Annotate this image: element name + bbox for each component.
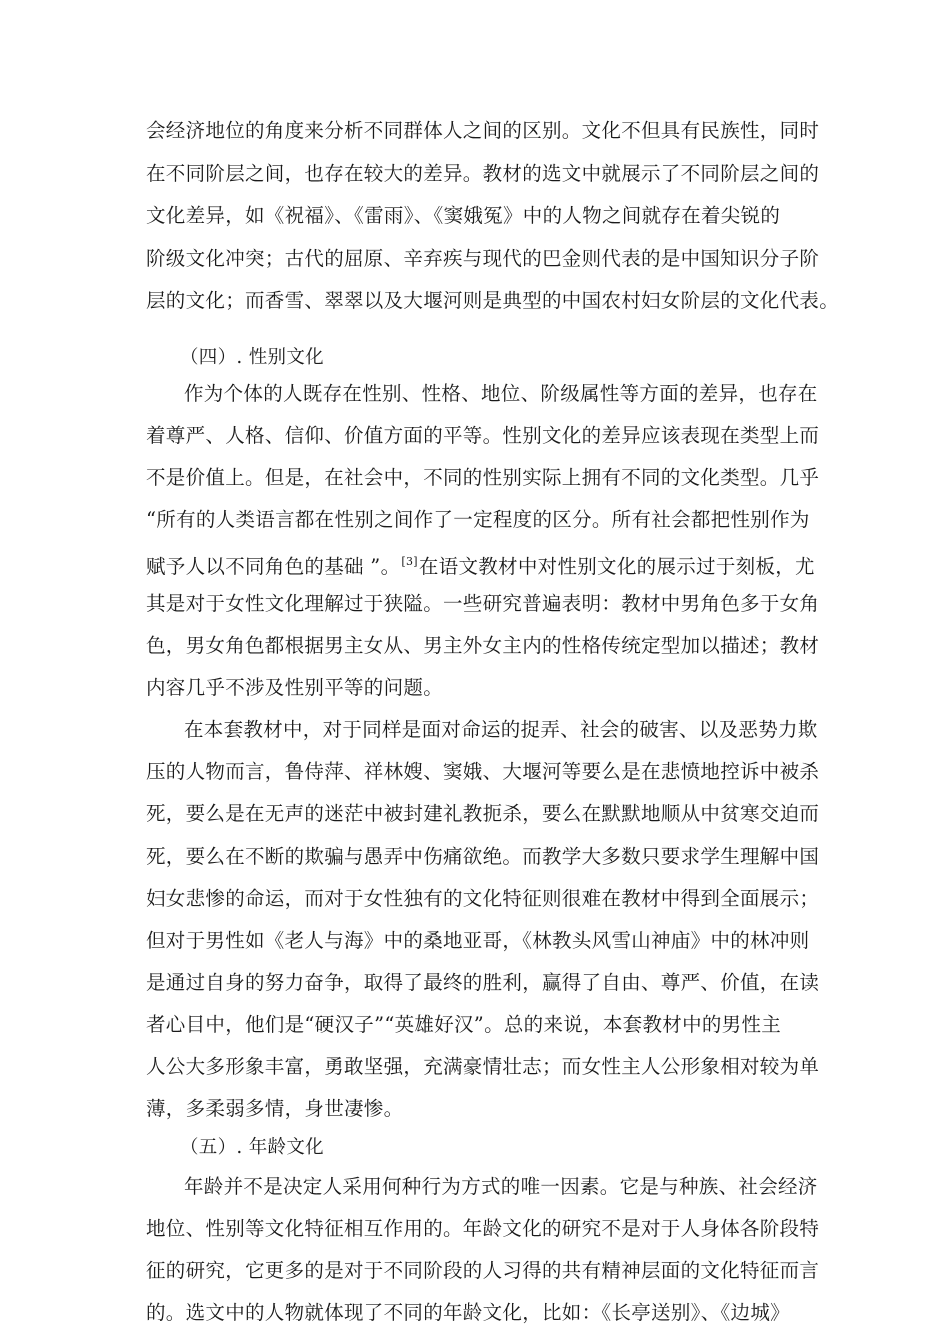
paragraph-line: 压的人物而言，鲁侍萍、祥林嫂、窦娥、大堰河等要么是在悲愤地控诉中被杀 [146, 760, 820, 783]
quote-end-text: 赋予人以不同角色的基础 ”。 [146, 555, 401, 578]
paragraph-line: 着尊严、人格、信仰、价值方面的平等。性别文化的差异应该表现在类型上而 [146, 424, 820, 447]
paragraph-text: 在语文教材中对性别文化的展示过于刻板，尤 [418, 555, 815, 578]
paragraph-line: 人公大多形象丰富，勇敢坚强，充满豪情壮志；而女性主人公形象相对较为单 [146, 1055, 820, 1078]
paragraph-line: 征的研究，它更多的是对于不同阶段的人习得的共有精神层面的文化特征而言 [146, 1259, 820, 1282]
paragraph-line: 的。选文中的人物就体现了不同的年龄文化，比如：《长亭送别》、《边城》 [146, 1301, 790, 1324]
paragraph-line: 死，要么是在无声的迷茫中被封建礼教扼杀，要么在默默地顺从中贫寒交迫而 [146, 802, 820, 825]
paragraph-line: 者心目中，他们是“硬汉子”“英雄好汉”。总的来说，本套教材中的男性主 [146, 1013, 782, 1036]
paragraph-line: 薄，多柔弱多情，身世凄惨。 [146, 1097, 404, 1120]
citation-reference: [3] [401, 555, 418, 568]
paragraph-line: “所有的人类语言都在性别之间作了一定程度的区分。所有社会都把性别作为 [146, 508, 810, 531]
paragraph-line: 妇女悲惨的命运，而对于女性独有的文化特征则很难在教材中得到全面展示； [146, 887, 820, 910]
paragraph-line: 会经济地位的角度来分析不同群体人之间的区别。文化不但具有民族性，同时 [146, 119, 820, 142]
section-heading-age-culture: （五）. 年龄文化 [180, 1137, 324, 1158]
paragraph-line: 是通过自身的努力奋争，取得了最终的胜利，赢得了自由、尊严、价值，在读 [146, 971, 820, 994]
paragraph-line: 层的文化；而香雪、翠翠以及大堰河则是典型的中国农村妇女阶层的文化代表。 [146, 289, 840, 312]
paragraph-line: 阶级文化冲突；古代的屈原、辛弃疾与现代的巴金则代表的是中国知识分子阶 [146, 247, 820, 270]
paragraph-line: 在本套教材中，对于同样是面对命运的捉弄、社会的破害、以及恶势力欺 [184, 718, 818, 741]
paragraph-line: 地位、性别等文化特征相互作用的。年龄文化的研究不是对于人身体各阶段特 [146, 1217, 820, 1240]
paragraph-line: 年龄并不是决定人采用何种行为方式的唯一因素。它是与种族、社会经济 [184, 1175, 818, 1198]
paragraph-line: 内容几乎不涉及性别平等的问题。 [146, 676, 444, 699]
paragraph-line: 在不同阶层之间，也存在较大的差异。教材的选文中就展示了不同阶层之间的 [146, 162, 820, 185]
paragraph-line: 但对于男性如《老人与海》中的桑地亚哥，《林教头风雪山神庙》中的林冲则 [146, 929, 810, 952]
paragraph-line: 作为个体的人既存在性别、性格、地位、阶级属性等方面的差异，也存在 [184, 382, 818, 405]
paragraph-line: 文化差异，如《祝福》、《雷雨》、《窦娥冤》中的人物之间就存在着尖锐的 [146, 204, 781, 227]
paragraph-line: 死，要么在不断的欺骗与愚弄中伤痛欲绝。而教学大多数只要求学生理解中国 [146, 845, 820, 868]
paragraph-line: 其是对于女性文化理解过于狭隘。一些研究普遍表明：教材中男角色多于女角 [146, 592, 820, 615]
paragraph-line [146, 548, 826, 581]
paragraph-line: 不是价值上。但是，在社会中，不同的性别实际上拥有不同的文化类型。几乎 [146, 466, 820, 489]
paragraph-line: 色，男女角色都根据男主女从、男主外女主内的性格传统定型加以描述；教材 [146, 634, 820, 657]
section-heading-gender-culture: （四）. 性别文化 [180, 347, 324, 368]
